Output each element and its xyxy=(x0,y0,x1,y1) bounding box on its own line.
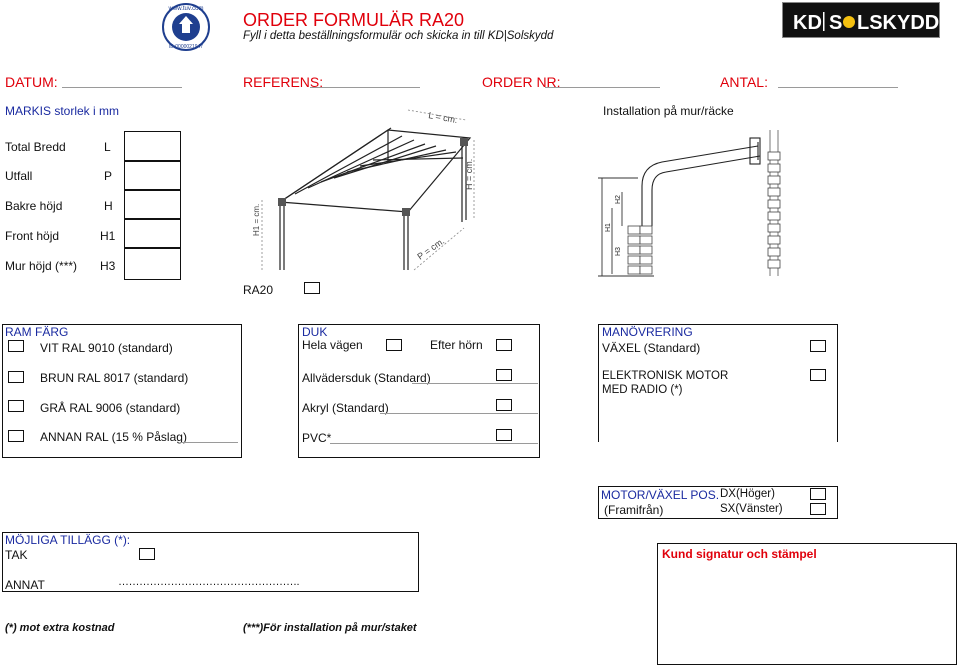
tillagg-tak-checkbox[interactable] xyxy=(139,548,155,560)
motor-label-line2: MED RADIO (*) xyxy=(602,384,683,396)
svg-text:S: S xyxy=(829,12,843,34)
page-title: ORDER FORMULÄR RA20 xyxy=(243,10,465,30)
ram-annan-label: ANNAN RAL (15 % Påslag) xyxy=(40,430,187,444)
dim-label-utfall: Utfall xyxy=(5,169,33,183)
kd-solskydd-logo xyxy=(782,2,940,38)
dim-label-front-hojd: Front höjd xyxy=(5,229,60,243)
duk-hela-vagen-checkbox[interactable] xyxy=(386,339,402,351)
duk-hela-vagen-label: Hela vägen xyxy=(302,338,363,352)
ram-vit-checkbox[interactable] xyxy=(8,340,24,352)
svg-text:H1 = cm.: H1 = cm. xyxy=(252,203,261,236)
motor-pos-sx-checkbox[interactable] xyxy=(810,503,826,515)
duk-efter-horn-label: Efter hörn xyxy=(430,338,483,352)
dim-code-h3: H3 xyxy=(100,259,116,273)
dim-label-total-bredd: Total Bredd xyxy=(5,140,66,154)
duk-pvc-line xyxy=(330,443,538,444)
dim-input-bakre-hojd[interactable] xyxy=(124,189,181,220)
tillagg-heading: MÖJLIGA TILLÄGG (*): xyxy=(5,533,131,547)
footnote-installation: (***)För installation på mur/staket xyxy=(243,622,417,634)
ram-gra-checkbox[interactable] xyxy=(8,400,24,412)
svg-text:L = cm.: L = cm. xyxy=(427,110,459,126)
dim-code-h1: H1 xyxy=(100,229,116,243)
ram-brun-label: BRUN RAL 8017 (standard) xyxy=(40,371,189,385)
tuv-logo xyxy=(155,2,217,52)
datum-field[interactable] xyxy=(62,87,182,88)
dim-label-mur-hojd: Mur höjd (***) xyxy=(5,259,78,273)
dim-code-l: L xyxy=(104,140,111,154)
svg-text:P = cm.: P = cm. xyxy=(415,235,447,262)
vaxel-checkbox[interactable] xyxy=(810,340,826,352)
signature-label: Kund signatur och stämpel xyxy=(662,547,817,561)
ram-annan-field[interactable] xyxy=(180,442,238,443)
referens-field[interactable] xyxy=(310,87,420,88)
antal-field[interactable] xyxy=(778,87,898,88)
svg-text:H3: H3 xyxy=(615,247,622,256)
svg-text:LSKYDD: LSKYDD xyxy=(857,12,940,34)
svg-text:H1: H1 xyxy=(605,223,612,232)
svg-text:H = cm.: H = cm. xyxy=(464,158,474,190)
installation-drawing xyxy=(598,122,788,280)
dim-code-p: P xyxy=(104,169,113,183)
motor-pos-sub: (Framifrån) xyxy=(604,503,664,517)
dim-input-front-hojd[interactable] xyxy=(124,218,181,249)
dim-input-mur-hojd[interactable] xyxy=(124,247,181,280)
referens-label: REFERENS: xyxy=(243,74,324,90)
manovrering-heading: MANÖVRERING xyxy=(602,325,693,339)
dim-input-total-bredd[interactable] xyxy=(124,131,181,162)
svg-text:KD: KD xyxy=(793,12,822,34)
duk-allvader-checkbox[interactable] xyxy=(496,369,512,381)
svg-text:www.tuv.com: www.tuv.com xyxy=(168,6,204,12)
duk-pvc-checkbox[interactable] xyxy=(496,429,512,441)
ram-brun-checkbox[interactable] xyxy=(8,371,24,383)
duk-akryl-checkbox[interactable] xyxy=(496,399,512,411)
duk-heading: DUK xyxy=(302,325,328,339)
dim-code-h: H xyxy=(104,199,113,213)
tillagg-annat-label: ANNAT xyxy=(5,578,45,592)
svg-text:ID:0000021947: ID:0000021947 xyxy=(168,44,204,50)
signature-box[interactable] xyxy=(657,543,957,665)
motor-pos-heading: MOTOR/VÄXEL POS. xyxy=(601,488,720,502)
duk-akryl-line xyxy=(380,413,538,414)
model-ra20-checkbox[interactable] xyxy=(304,282,320,294)
awning-drawing xyxy=(248,100,480,280)
tillagg-tak-label: TAK xyxy=(5,548,28,562)
antal-label: ANTAL: xyxy=(720,74,768,90)
duk-allvader-label: Allvädersduk (Standard) xyxy=(302,371,431,385)
motor-pos-sx-label: SX(Vänster) xyxy=(720,503,783,515)
datum-label: DATUM: xyxy=(5,74,58,90)
duk-allvader-line xyxy=(412,383,538,384)
dimensions-heading: MARKIS storlek i mm xyxy=(5,104,120,118)
ram-annan-checkbox[interactable] xyxy=(8,430,24,442)
order-nr-field[interactable] xyxy=(545,87,660,88)
motor-checkbox[interactable] xyxy=(810,369,826,381)
dim-label-bakre-hojd: Bakre höjd xyxy=(5,199,63,213)
installation-heading: Installation på mur/räcke xyxy=(603,104,734,118)
dim-input-utfall[interactable] xyxy=(124,160,181,191)
duk-efter-horn-checkbox[interactable] xyxy=(496,339,512,351)
model-label: RA20 xyxy=(243,283,274,297)
ram-gra-label: GRÅ RAL 9006 (standard) xyxy=(40,401,181,415)
motor-pos-dx-checkbox[interactable] xyxy=(810,488,826,500)
svg-text:H2: H2 xyxy=(615,195,622,204)
tillagg-annat-field[interactable]: ……………………………………………. xyxy=(118,576,300,588)
duk-akryl-label: Akryl (Standard) xyxy=(302,401,389,415)
duk-pvc-label: PVC* xyxy=(302,431,332,445)
order-nr-label: ORDER NR: xyxy=(482,74,561,90)
footnote-extra-cost: (*) mot extra kostnad xyxy=(5,622,115,634)
page-subtitle: Fyll i detta beställningsformulär och skicka in till KD|Solskydd xyxy=(243,30,554,42)
motor-pos-dx-label: DX(Höger) xyxy=(720,488,775,500)
motor-label-line1: ELEKTRONISK MOTOR xyxy=(602,370,729,382)
ram-vit-label: VIT RAL 9010 (standard) xyxy=(40,341,173,355)
ram-farg-heading: RAM FÄRG xyxy=(5,325,69,339)
vaxel-label: VÄXEL (Standard) xyxy=(602,341,701,355)
